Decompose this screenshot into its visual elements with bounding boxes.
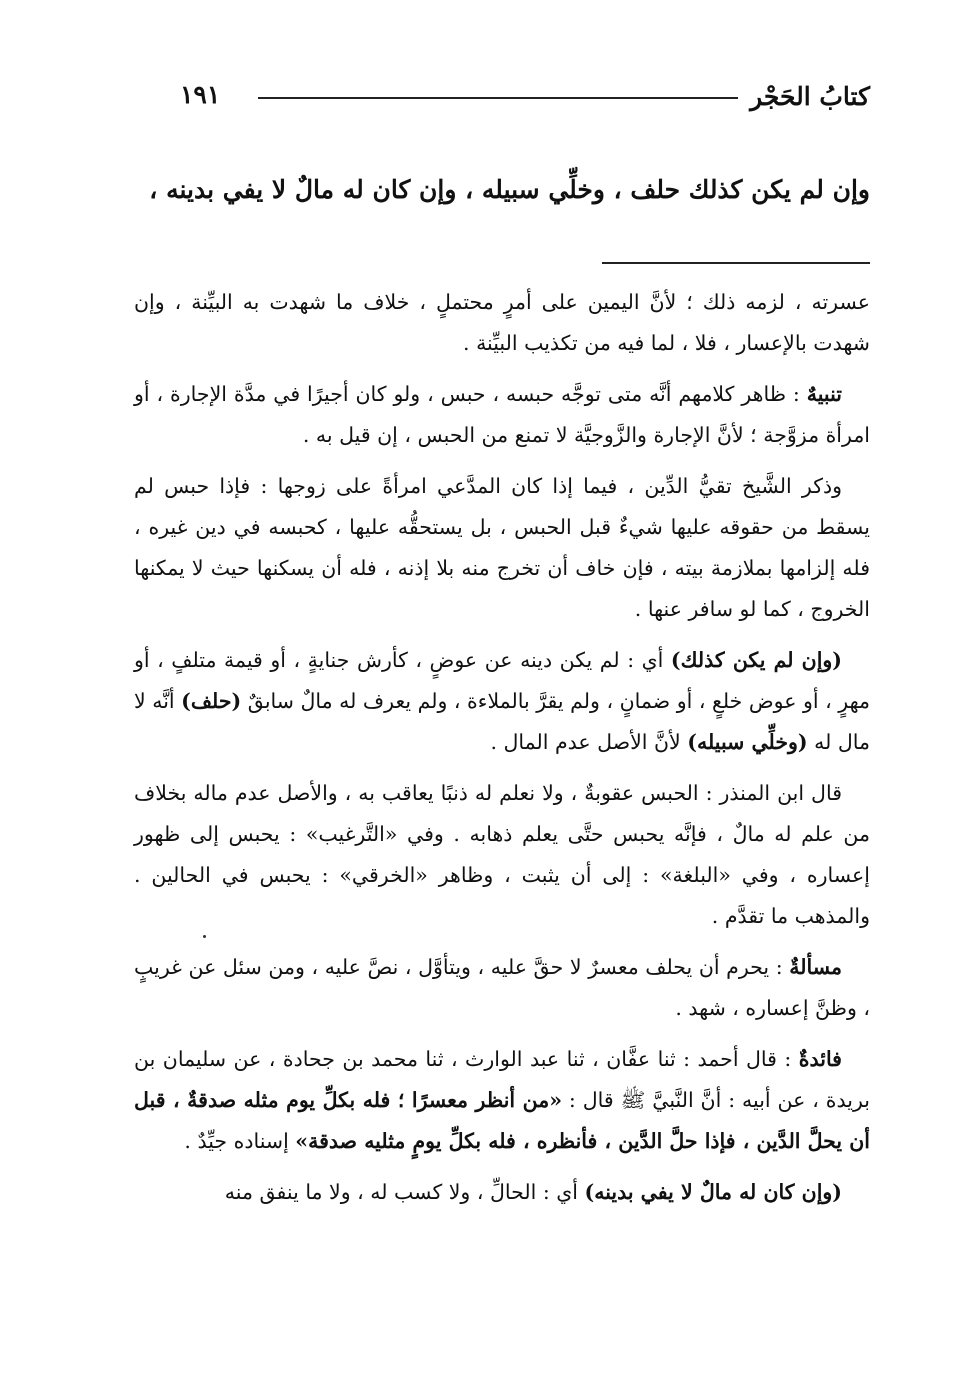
bold-term: (وخلِّي سبيله) [687, 730, 808, 754]
paragraph-text: إسناده جيِّدٌ . [184, 1129, 296, 1153]
paragraph-text: أي : الحالِّ ، ولا كسب له ، ولا ما ينفق منه [224, 1180, 585, 1204]
paragraph-text: أنَّه لا مال له [134, 689, 870, 754]
matn-separator [602, 262, 870, 264]
header-rule [258, 97, 738, 99]
paragraph-text: : قال أحمد : ثنا عفَّان ، ثنا عبد الوارث ، ثنا محمد بن جحادة ، عن سليمان بن بريدة ، عن أبيه : أنَّ النَّبيَّ ﷺ قال : [134, 1047, 870, 1112]
bold-term: مسألةٌ [789, 955, 842, 979]
bold-term: (وإن لم يكن كذلك) [670, 648, 842, 672]
paragraph-text: قال ابن المنذر : الحبس عقوبةٌ ، ولا نعلم له ذنبًا يعاقب به ، والأصل عدم ماله بخلاف من علم له مالٌ ، فإنَّه يحبس حتَّى يعلم ذهابه . وفي «التَّرغيب» : يحبس إلى ظهور إعساره ، وفي «البلغة» : إلى أن يثبت ، وظاهر «الخرقي» : يحبس في الحالين . والمذهب ما تقدَّم . [134, 781, 870, 928]
bold-term: تنبيهٌ [806, 382, 842, 406]
running-title: كتابُ الحَجْر [750, 82, 870, 111]
commentary-paragraph [134, 282, 870, 364]
paragraph-text: : يحرم أن يحلف معسرٌ لا حقَّ عليه ، ويتأوَّل ، نصَّ عليه ، ومن سئل عن غريبٍ ، وظنَّ إعساره ، شهد . [134, 955, 870, 1020]
bold-term: (وإن كان له مالٌ لا يفي بدينه) [584, 1180, 842, 1204]
commentary-paragraph [134, 1172, 870, 1213]
paragraph-text: لأنَّ الأصل عدم المال . [490, 730, 688, 754]
commentary-paragraph [134, 947, 870, 1029]
commentary-paragraph [134, 374, 870, 456]
commentary-paragraph [134, 1039, 870, 1162]
paragraph-text: وذكر الشَّيخ تقيُّ الدِّين ، فيما إذا كان المدَّعي امرأةً على زوجها : فإذا حبس لم يسقط من حقوقه عليها شيءٌ قبل الحبس ، بل يستحقُّه عليها ، كحبسه في دين غيره ، فله إلزامها بملازمة بيته ، فإن خاف أن تخرج منه بلا إذنه ، فله أن يسكنها حيث لا يمكنها الخروج ، كما لو سافر عنها . [134, 474, 870, 621]
page-header [180, 82, 870, 118]
bold-term: (حلف) [181, 689, 242, 713]
commentary-paragraph [134, 466, 870, 630]
bold-term: فائدةٌ [798, 1047, 842, 1071]
bold-term: «من أنظر معسرًا ؛ فله بكلِّ يوم مثله صدقةٌ ، قبل أن يحلَّ الدَّين ، فإذا حلَّ الدَّين ، فأنظره ، فله بكلِّ يومٍ مثليه صدقة» [134, 1088, 870, 1153]
page-number: ١٩١ [180, 80, 221, 109]
commentary-body [134, 282, 870, 1223]
matn-text: وإن لم يكن كذلك حلف ، وخلِّي سبيله ، وإن كان له مالٌ لا يفي بدينه ، [149, 175, 870, 204]
print-speck [203, 935, 206, 938]
paragraph-text: عسرته ، لزمه ذلك ؛ لأنَّ اليمين على أمرٍ محتملٍ ، خلاف ما شهدت به البيِّنة ، وإن شهدت بالإعسار ، فلا ، لما فيه من تكذيب البيِّنة . [134, 290, 870, 355]
paragraph-text: : ظاهر كلامهم أنَّه متى توجَّه حبسه ، حبس ، ولو كان أجيرًا في مدَّة الإجارة ، أو امرأة مزوَّجة ؛ لأنَّ الإجارة والزَّوجيَّة لا تمنع من الحبس ، إن قيل به . [134, 382, 870, 447]
paragraph-text: أي : لم يكن دينه عن عوضٍ ، كأرش جنايةٍ ، أو قيمة متلفٍ ، أو مهرٍ ، أو عوض خلعٍ ، أو ضمانٍ ، ولم يقرَّ بالملاءة ، ولم يعرف له مالٌ سابقٌ [134, 648, 870, 713]
commentary-paragraph [134, 773, 870, 937]
commentary-paragraph [134, 640, 870, 763]
